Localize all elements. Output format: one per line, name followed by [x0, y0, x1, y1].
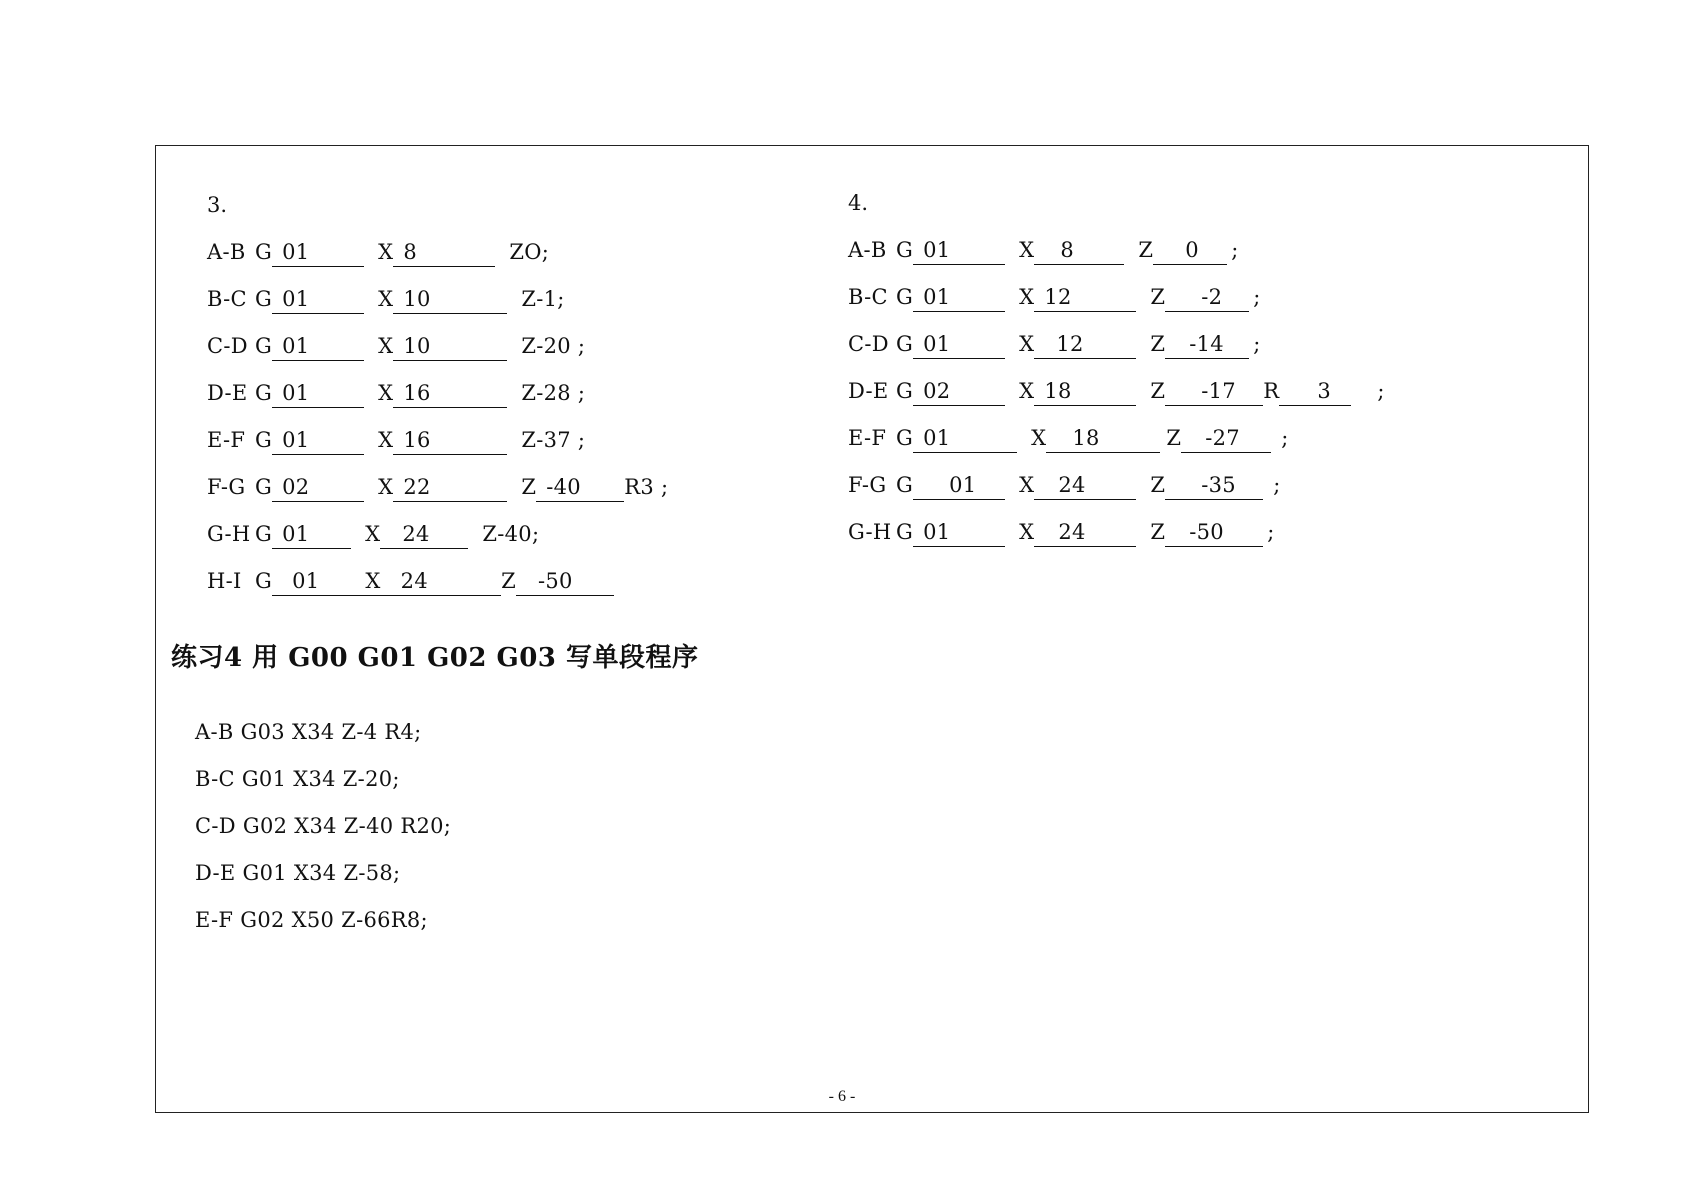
- program-row: D-E G 01 X 16 Z-28 ;: [207, 378, 668, 408]
- program-row: C-D G 01 X 10 Z-20 ;: [207, 331, 668, 361]
- program-line: C-D G02 X34 Z-40 R20;: [195, 814, 452, 838]
- x-blank: 16: [393, 425, 507, 455]
- g-blank: 02: [272, 472, 364, 502]
- program-row: C-D G 01 X 12 Z -14 ;: [848, 329, 1385, 359]
- program-lines: [195, 717, 451, 952]
- segment-label: E-F: [207, 428, 246, 452]
- g-blank: 01: [913, 470, 1005, 500]
- x-blank: 22: [393, 472, 507, 502]
- segment-label: F-G: [848, 473, 887, 497]
- z-blank: -40: [536, 472, 624, 502]
- program-row: F-G G 02 X 22 Z -40 R3 ;: [207, 472, 668, 502]
- program-row: B-C G 01 X 10 Z-1;: [207, 284, 668, 314]
- g-blank: 01: [272, 378, 364, 408]
- segment-label: E-F: [848, 426, 887, 450]
- z-text: Z-40;: [482, 522, 540, 546]
- segment-label: B-C: [207, 287, 247, 311]
- z-blank: -35: [1165, 470, 1263, 500]
- program-line: D-E G01 X34 Z-58;: [195, 861, 401, 885]
- program-row: E-F G 01 X 18 Z -27 ;: [848, 423, 1385, 453]
- program-line: B-C G01 X34 Z-20;: [195, 767, 400, 791]
- g-blank: 01: [913, 517, 1005, 547]
- segment-label: D-E: [207, 381, 248, 405]
- r-text: R3 ;: [624, 475, 669, 499]
- z-blank: -50: [1165, 517, 1263, 547]
- z-blank: -14: [1165, 329, 1249, 359]
- segment-label: A-B: [207, 240, 246, 264]
- program-row: G-H G 01 X 24 Z -50 ;: [848, 517, 1385, 547]
- x-blank: 10: [393, 284, 507, 314]
- r-blank: 3: [1279, 376, 1351, 406]
- x-blank: 24: [380, 519, 468, 549]
- g-blank: 02: [913, 376, 1005, 406]
- program-line: E-F G02 X50 Z-66R8;: [195, 908, 428, 932]
- g-blank: 01: [913, 329, 1005, 359]
- g-blank: 01: [272, 331, 364, 361]
- segment-label: H-I: [207, 569, 242, 593]
- program-row: A-B G 01 X 8 ZO;: [207, 237, 668, 267]
- segment-label: A-B: [848, 238, 887, 262]
- program-row: F-G G 01 X 24 Z -35 ;: [848, 470, 1385, 500]
- exercise-number: 4.: [848, 191, 869, 215]
- z-text: Z-28 ;: [521, 381, 586, 405]
- z-blank: -2: [1165, 282, 1249, 312]
- segment-label: D-E: [848, 379, 889, 403]
- exercise-3: [207, 190, 668, 613]
- z-blank: -50: [516, 566, 614, 596]
- segment-label: G-H: [207, 522, 251, 546]
- g-blank: 01: [913, 282, 1005, 312]
- g-blank: 01: [913, 235, 1005, 265]
- x-blank: 10: [393, 331, 507, 361]
- exercise-4: [848, 188, 1385, 564]
- segment-label: F-G: [207, 475, 246, 499]
- g-blank: 01: [272, 425, 364, 455]
- segment-label: G-H: [848, 520, 892, 544]
- z-text: Z-1;: [521, 287, 565, 311]
- g-blank: 01: [272, 284, 364, 314]
- segment-label: C-D: [848, 332, 889, 356]
- exercise-number: 3.: [207, 193, 228, 217]
- z-text: Z-37 ;: [521, 428, 586, 452]
- segment-label: C-D: [207, 334, 248, 358]
- x-blank: 16: [393, 378, 507, 408]
- x-blank: 12: [1034, 329, 1136, 359]
- section-heading: 练习4 用 G00 G01 G02 G03 写单段程序: [171, 643, 699, 673]
- segment-label: B-C: [848, 285, 888, 309]
- x-blank: 18: [1046, 423, 1160, 453]
- x-blank: 12: [1034, 282, 1136, 312]
- g-blank: 01: [272, 519, 351, 549]
- x-blank: 8: [393, 237, 495, 267]
- program-row: E-F G 01 X 16 Z-37 ;: [207, 425, 668, 455]
- z-blank: -27: [1181, 423, 1271, 453]
- program-row: D-E G 02 X 18 Z -17 R 3 ;: [848, 376, 1385, 406]
- x-blank: 24: [1034, 517, 1136, 547]
- x-blank: 8: [1034, 235, 1124, 265]
- program-row: B-C G 01 X 12 Z -2 ;: [848, 282, 1385, 312]
- g-blank: 01: [272, 237, 364, 267]
- x-blank: 24: [1034, 470, 1136, 500]
- z-blank: -17: [1165, 376, 1263, 406]
- program-row: H-I G 01 X 24 Z -50: [207, 566, 668, 596]
- page-number: - 6 -: [828, 1088, 856, 1105]
- gx-blank: 01 X 24: [272, 566, 501, 596]
- program-row: A-B G 01 X 8 Z 0 ;: [848, 235, 1385, 265]
- z-text: Z-20 ;: [521, 334, 586, 358]
- z-blank: 0: [1153, 235, 1227, 265]
- z-text: ZO;: [509, 240, 550, 264]
- program-line: A-B G03 X34 Z-4 R4;: [195, 720, 422, 744]
- x-blank: 18: [1034, 376, 1136, 406]
- g-blank: 01: [913, 423, 1017, 453]
- program-row: G-H G 01 X 24 Z-40;: [207, 519, 668, 549]
